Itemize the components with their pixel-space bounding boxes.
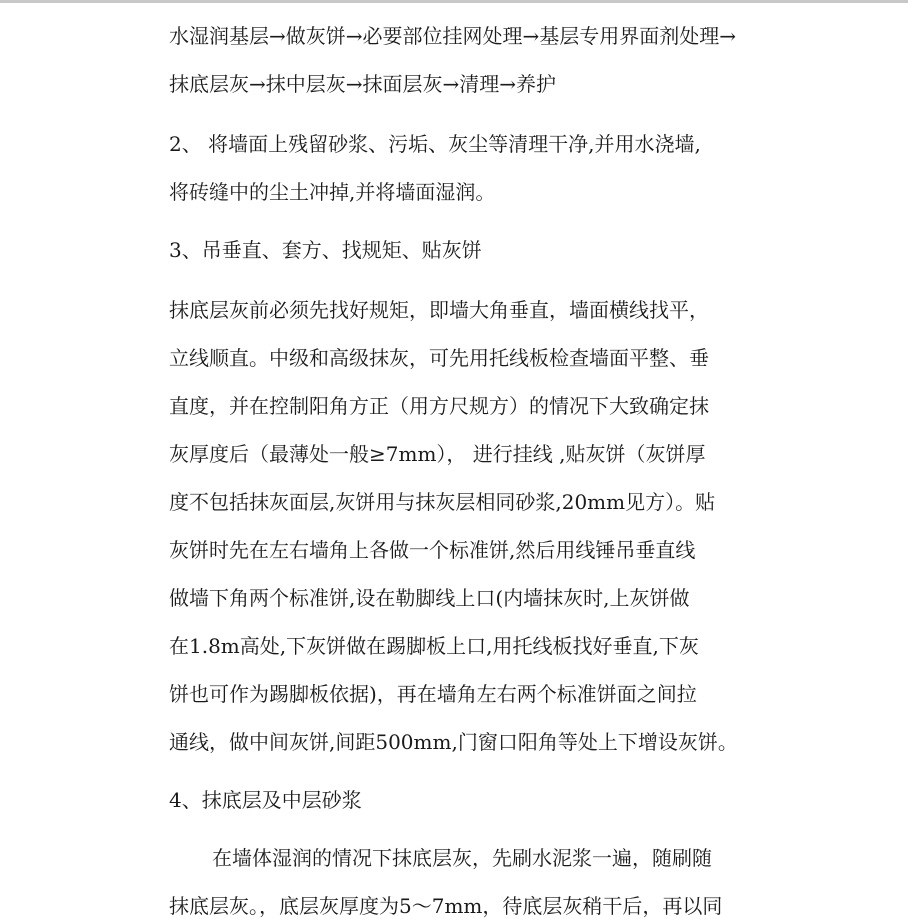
text-line: 灰厚度后（最薄处一般≥7mm）， 进行挂线 ,贴灰饼（灰饼厚 [169, 442, 706, 466]
text-line: 在墙体湿润的情况下抹底层灰，先刷水泥浆一遍，随刷随 [212, 846, 712, 870]
text-line: 2、 将墙面上残留砂浆、污垢、灰尘等清理干净,并用水浇墙, [169, 132, 701, 156]
text-line: 抹底层灰→抹中层灰→抹面层灰→清理→养护 [169, 72, 557, 96]
text-line: 立线顺直。中级和高级抹灰，可先用托线板检查墙面平整、垂 [169, 346, 709, 370]
text-line: 做墙下角两个标准饼,设在勒脚线上口(内墙抹灰时,上灰饼做 [169, 586, 690, 610]
text-line: 度不包括抹灰面层,灰饼用与抹灰层相同砂浆,20mm见方）。贴 [169, 490, 716, 514]
text-line: 抹底层灰前必须先找好规矩，即墙大角垂直，墙面横线找平， [169, 298, 709, 322]
text-line: 抹底层灰。，底层灰厚度为5～7mm，待底层灰稍干后，再以同 [169, 894, 723, 918]
text-line: 灰饼时先在左右墙角上各做一个标准饼,然后用线锤吊垂直线 [169, 538, 696, 562]
section-heading: 4、抹底层及中层砂浆 [169, 788, 362, 812]
text-line: 将砖缝中的尘土冲掉,并将墙面湿润。 [169, 180, 496, 204]
text-line: 饼也可作为踢脚板依据)，再在墙角左右两个标准饼面之间拉 [169, 682, 697, 706]
text-line: 在1.8m高处,下灰饼做在踢脚板上口,用托线板找好垂直,下灰 [169, 634, 699, 658]
text-line: 水湿润基层→做灰饼→必要部位挂网处理→基层专用界面剂处理→ [169, 24, 737, 48]
text-line: 通线，做中间灰饼,间距500mm,门窗口阳角等处上下增设灰饼。 [169, 730, 738, 754]
section-heading: 3、吊垂直、套方、找规矩、贴灰饼 [169, 238, 482, 262]
text-line: 直度，并在控制阳角方正（用方尺规方）的情况下大致确定抹 [169, 394, 709, 418]
